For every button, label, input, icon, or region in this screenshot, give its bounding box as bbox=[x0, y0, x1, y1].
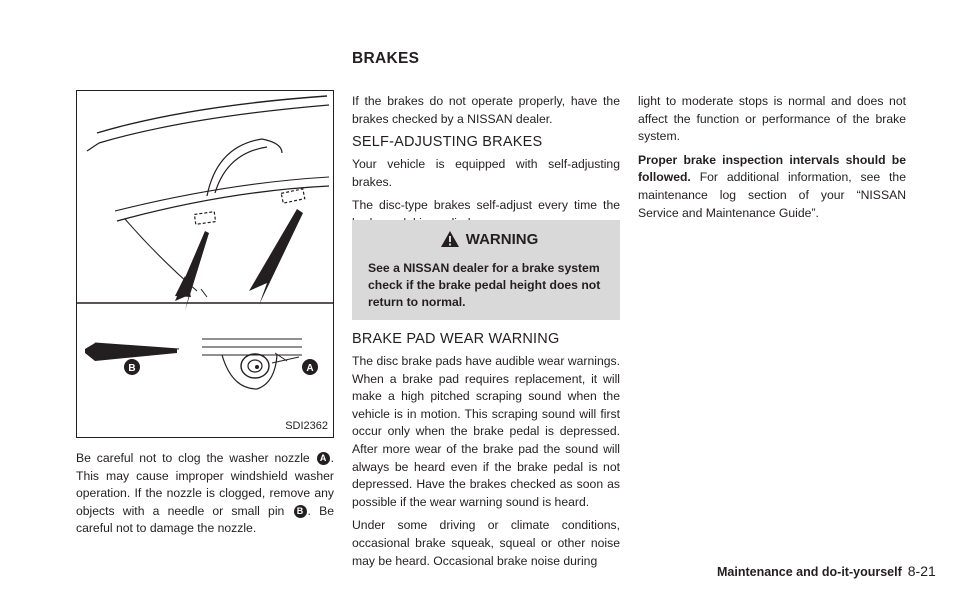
left-column-text bbox=[76, 450, 334, 538]
self-adjusting-paragraph-2: The disc-type brakes self-adjust every time the bbox=[352, 198, 620, 213]
footer-section-name: Maintenance and do-it-yourself bbox=[717, 565, 902, 579]
heading-pad-wear: BRAKE PAD WEAR WARNING bbox=[352, 331, 560, 347]
right-column bbox=[638, 93, 906, 222]
heading-self-adjusting: SELF-ADJUSTING BRAKES bbox=[352, 134, 543, 151]
page-footer bbox=[717, 563, 936, 579]
washer-nozzle-illustration bbox=[76, 90, 334, 438]
self-adjusting-paragraph-1: Your vehicle is equipped with self-adjusting brakes. bbox=[352, 157, 620, 189]
middle-column-bottom bbox=[352, 331, 620, 570]
middle-column-top bbox=[352, 93, 620, 233]
callout-a: A bbox=[306, 363, 314, 374]
brakes-intro-paragraph: If the brakes do not operate properly, have the brakes checked by a NISSAN dealer. bbox=[352, 94, 620, 126]
warning-triangle-icon bbox=[440, 230, 460, 248]
nozzle-diagram-svg bbox=[77, 91, 333, 437]
callout-b: B bbox=[128, 363, 136, 374]
figure-id: SDI2362 bbox=[285, 420, 328, 432]
inspection-paragraph: Proper brake inspection intervals should be followed. For additional information, see the maintenance log section of your “NISSAN Service and Maintenance Guide”. bbox=[638, 152, 906, 220]
brake-noise-continuation: light to moderate stops is normal and does not affect the function or performance of the brake system. bbox=[638, 94, 906, 144]
warning-title: WARNING bbox=[465, 231, 539, 248]
warning-box bbox=[352, 220, 620, 320]
page-number: 8-21 bbox=[907, 563, 936, 579]
callout-a-icon: A bbox=[317, 452, 330, 465]
pad-wear-paragraph-2: Under some driving or climate conditions, occasional brake squeak, squeal or other noise may be heard. Occasional brake noise during bbox=[352, 518, 620, 568]
inspection-emphasis: Proper brake inspection intervals should be followed. bbox=[638, 152, 906, 185]
callout-b-icon: B bbox=[294, 505, 307, 518]
warning-text: See a NISSAN dealer for a brake system check if the brake pedal height does not return to normal. bbox=[368, 261, 601, 309]
nozzle-caution-paragraph: Be careful not to clog the washer nozzle A . This may cause improper windshield washer operation. If the nozzle is clogged, remove any objects with a needle or small pin B . Be careful not to damage the nozzle. bbox=[76, 451, 334, 536]
pad-wear-paragraph-1: The disc brake pads have audible wear warnings. When a brake pad requires replacement, it will make a high pitched scraping sound when the vehicle is in motion. This scraping sound will first occur only when the brake pedal is depressed. After more wear of the brake pad the sound will always be heard even if the brake pedal is not depressed. Have the brakes checked as soon as possible if the wear warning sound is heard. bbox=[352, 354, 620, 509]
warning-header bbox=[368, 230, 610, 248]
section-title: BRAKES bbox=[352, 50, 420, 67]
